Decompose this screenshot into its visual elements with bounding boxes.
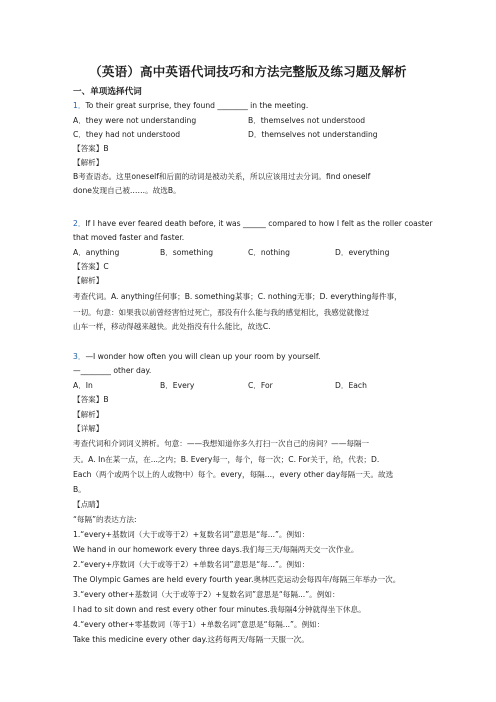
q2-option-a: A．anything: [73, 248, 120, 257]
q3-answer: 【答案】B: [73, 395, 109, 404]
q2-answer: 【答案】C: [73, 262, 109, 271]
q3-tip-line-8: 4.“every other+零基数词（等于1）+单数名词”意思是“每隔...”。例如：: [73, 620, 325, 629]
document-title: （英语）高中英语代词技巧和方法完整版及练习题及解析: [89, 64, 407, 79]
q3-tip-line-6: 3.“every other+基数词（大于或等于2）+复数名词”意思是“每隔...”。例如：: [73, 590, 340, 599]
question-2-stem-line-2: that moved faster and faster.: [73, 233, 185, 242]
section-heading: 一、单项选择代词: [73, 87, 142, 97]
q3-tip-line-3: We hand in our homework every three days.我们每三天/每隔两天交一次作业。: [73, 545, 359, 554]
q1-analysis-line-2: done发现自己被……。故选B。: [73, 186, 181, 195]
q3-tip-line-7: I had to sit down and rest every other four minutes.我每隔4分钟就得坐下休息。: [73, 605, 366, 614]
question-1-stem: [73, 100, 308, 111]
q3-detail-line-2: 天。A. In在某一点，在...之内；B. Every每一，每个，每一次；C. For关于，给，代表；D.: [73, 455, 380, 464]
q2-analysis-label: 【解析】: [73, 276, 104, 285]
q2-option-d: D．everything: [335, 248, 390, 257]
question-3-text: —I wonder how often you will clean up your room by yourself.: [85, 352, 321, 361]
question-1-number: 1．: [73, 101, 86, 110]
q2-analysis-line-1: 考查代词。A. anything任何事；B. something某事；C. nothing无事；D. everything每件事，: [73, 292, 402, 301]
q3-tip-line-5: The Olympic Games are held every fourth year.奥林匹克运动会每四年/每隔三年举办一次。: [73, 575, 401, 584]
q3-option-d: D．Each: [335, 381, 367, 390]
question-3-stem-line-2: —________ other day.: [73, 366, 152, 375]
q2-analysis-line-3: 山车一样，移动得越来越快。此处指没有什么能比，故选C.: [73, 322, 271, 331]
question-2-stem-line-1: [73, 218, 433, 229]
q3-tip-line-9: Take this medicine every other day.这药每两天/每隔一天服一次。: [73, 635, 309, 644]
q3-analysis-label: 【解析】: [73, 410, 104, 419]
q1-option-b: B．themselves not understood: [248, 116, 366, 125]
question-2-number: 2．: [73, 219, 86, 228]
q3-detail-line-4: B。: [73, 485, 86, 494]
question-3-stem-line-1: [73, 351, 320, 362]
q3-tip-line-1: “每隔”的表达方法:: [73, 515, 137, 524]
question-3-number: 3．: [73, 352, 86, 361]
q3-option-c: C．For: [248, 381, 273, 390]
q1-option-a: A．they were not understanding: [73, 116, 197, 125]
q1-option-c: C．they had not understood: [73, 130, 181, 139]
q3-detail-line-3: Each（两个或两个以上的人或物中）每个。every，每隔...，every other day每隔一天。故选: [73, 470, 394, 479]
q3-detail-label: 【详解】: [73, 424, 104, 433]
q2-option-c: C．nothing: [248, 248, 290, 257]
q3-tip-label: 【点睛】: [73, 500, 104, 509]
question-2-text: If I have ever feared death before, it was ______ compared to how I felt as the roller coaster: [85, 219, 433, 228]
q3-option-b: B．Every: [160, 381, 195, 390]
question-1-text: To their great surprise, they found ________ in the meeting.: [85, 101, 309, 110]
q1-answer: 【答案】B: [73, 144, 109, 153]
q1-analysis-label: 【解析】: [73, 158, 104, 167]
q3-detail-line-1: 考查代词和介词词义辨析。句意：——我想知道你多久打扫一次自己的房间？——每隔一: [73, 439, 370, 448]
q1-option-d: D．themselves not understanding: [248, 130, 378, 139]
q3-tip-line-2: 1.“every+基数词（大于或等于2）+复数名词”意思是“每...”。例如：: [73, 530, 310, 539]
q2-option-b: B．something: [160, 248, 214, 257]
q3-tip-line-4: 2.“every+序数词（大于或等于2）+单数名词”意思是“每...”。例如：: [73, 560, 310, 569]
q2-analysis-line-2: 一切。句意：如果我以前曾经害怕过死亡，那没有什么能与我的感觉相比，我感觉就像过: [73, 308, 370, 317]
q1-analysis-line-1: B考查语态。这里oneself和后面的动词是被动关系，所以应该用过去分词。find oneself: [73, 172, 371, 181]
q3-option-a: A．In: [73, 381, 93, 390]
